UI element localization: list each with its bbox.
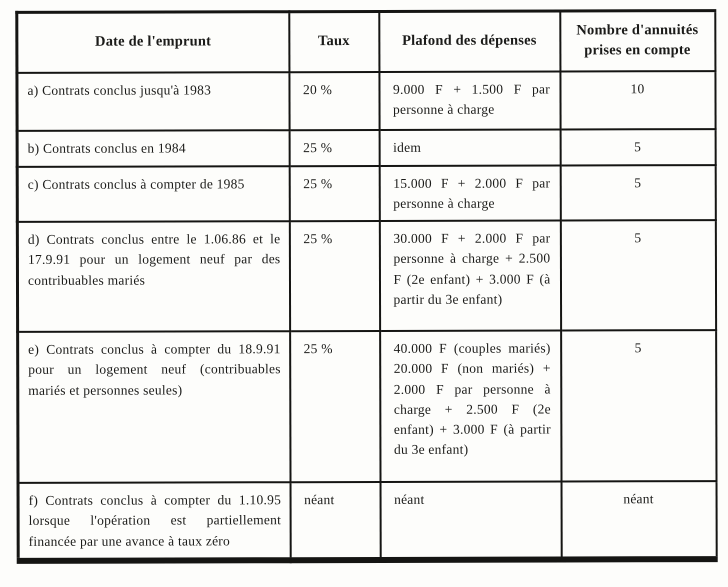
table-row: [17, 71, 715, 131]
table-row: [17, 165, 715, 222]
cell-plafond: néant: [380, 481, 561, 559]
cell-date: a) Contrats conclus jusqu'à 1983: [17, 72, 289, 131]
loan-contracts-table: [15, 9, 717, 564]
cell-plafond: 30.000 F + 2.000 F par personne à charge + 2.500 F (2e enfant) + 3.000 F (à partir du 3e enfant): [379, 220, 560, 330]
cell-taux: néant: [290, 482, 380, 560]
column-header-date: Date de l'emprunt: [17, 12, 289, 73]
cell-date: e) Contrats conclus à compter du 18.9.91 pour un logement neuf (contribuables mariés et personnes seules): [18, 331, 290, 483]
cell-taux: 25 %: [290, 331, 380, 482]
cell-taux: 25 %: [289, 221, 379, 331]
cell-date: b) Contrats conclus en 1984: [17, 130, 289, 167]
cell-annuites: 5: [560, 129, 715, 165]
table-row: [17, 220, 715, 332]
column-header-plafond: Plafond des dépenses: [379, 11, 560, 71]
table-row: [17, 129, 715, 167]
cell-plafond: 15.000 F + 2.000 F par personne à charge: [379, 165, 560, 221]
cell-annuites: 5: [560, 220, 715, 330]
cell-plafond: 9.000 F + 1.500 F par personne à charge: [379, 71, 560, 129]
cell-plafond: idem: [379, 129, 560, 165]
cell-taux: 25 %: [289, 129, 379, 165]
cell-date: f) Contrats conclus à compter du 1.10.95 lorsque l'opération est partiellement financée par une avance à taux zéro: [18, 482, 290, 560]
column-header-annuites: Nombre d'annuités prises en compte: [560, 11, 715, 71]
table-row: [18, 481, 716, 561]
cell-date: d) Contrats conclus entre le 1.06.86 et le 17.9.91 pour un logement neuf par des contribuables mariés: [17, 221, 289, 332]
cell-annuites: 5: [561, 330, 716, 481]
cell-date: c) Contrats conclus à compter de 1985: [17, 166, 289, 222]
cell-taux: 25 %: [289, 165, 379, 221]
column-header-taux: Taux: [289, 11, 379, 71]
cell-taux: 20 %: [289, 71, 379, 129]
table-header-row: [17, 11, 715, 73]
table-row: [18, 330, 716, 483]
cell-plafond: 40.000 F (couples mariés) 20.000 F (non mariés) + 2.000 F par personne à charge + 2.500 F (2e enfant) + 3.000 F (à partir du 3e enfant): [380, 330, 561, 481]
cell-annuites: néant: [561, 481, 716, 559]
cell-annuites: 10: [560, 71, 715, 129]
cell-annuites: 5: [560, 165, 715, 221]
